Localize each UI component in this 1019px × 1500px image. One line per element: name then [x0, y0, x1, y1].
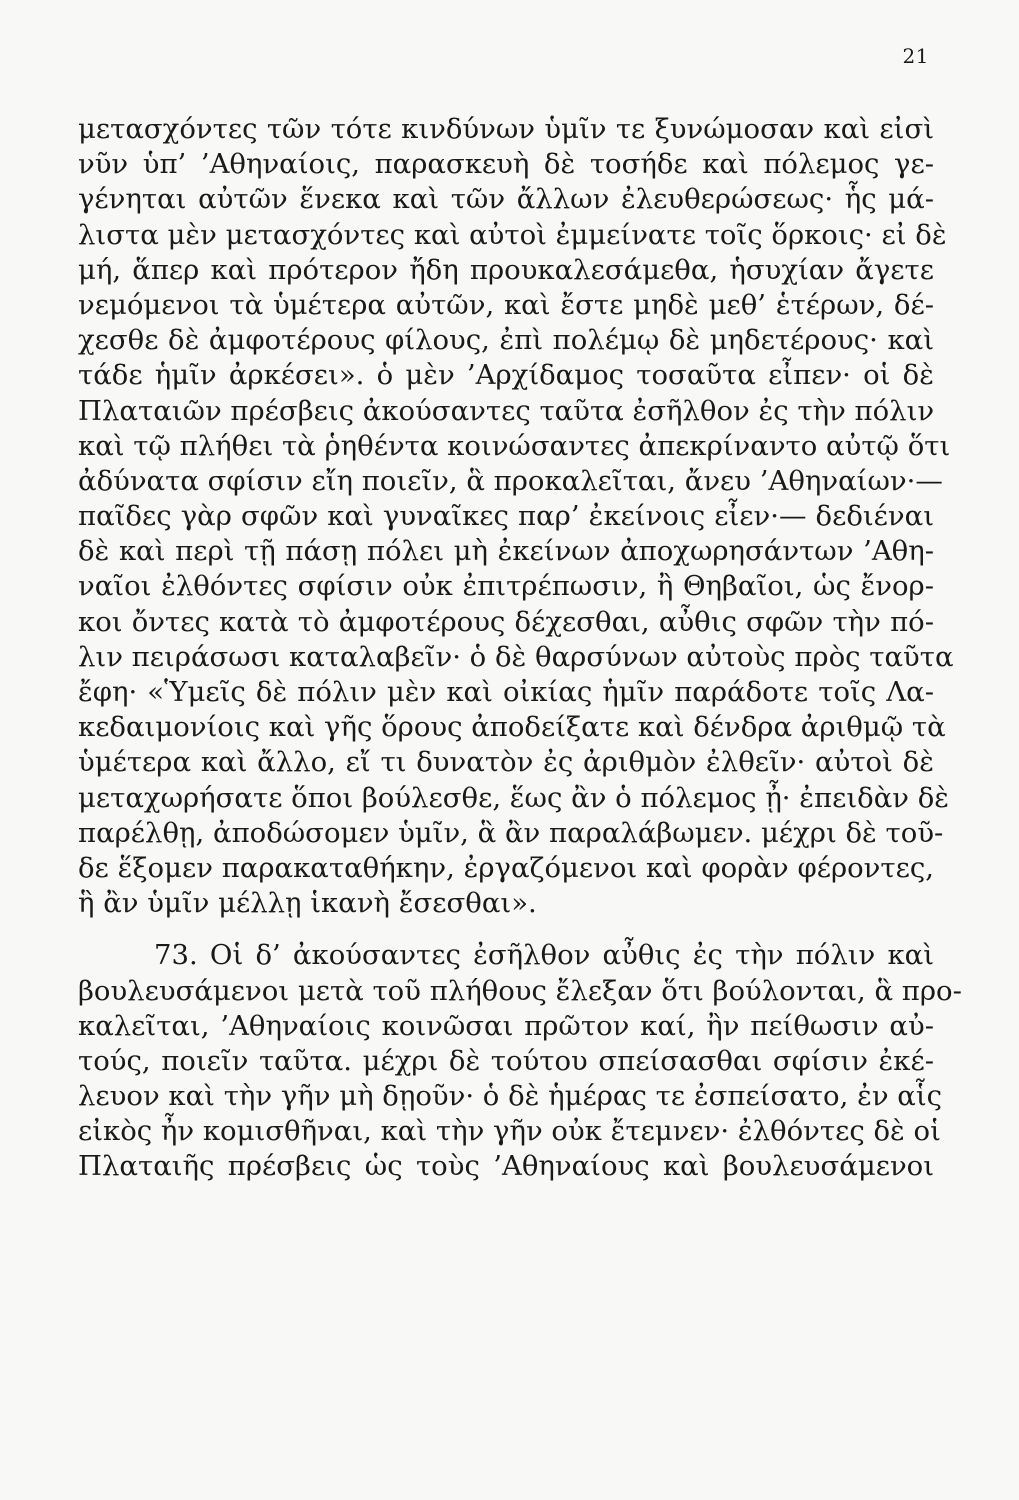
text-line: τούς, ποιεῖν ταῦτα. μέχρι δὲ τούτου σπείσασθαι σφίσιν ἐκέ-	[78, 1044, 934, 1077]
text-line: 73. Οἱ δ’ ἀκούσαντες ἐσῆλθον αὖθις ἐς τὴν πόλιν καὶ	[154, 939, 934, 972]
text-line: ἣ ἂν ὑμῖν μέλλῃ ἱκανὴ ἔσεσθαι».	[78, 887, 537, 920]
page-number: 21	[902, 44, 929, 68]
body-text	[78, 112, 962, 1185]
text-line: νῦν ὑπ’ ’Αθηναίοις, παρασκευὴ δὲ τοσήδε καὶ πόλεμος γε-	[78, 148, 934, 181]
text-line: γένηται αὐτῶν ἕνεκα καὶ τῶν ἄλλων ἐλευθερώσεως· ἧς μά-	[78, 183, 934, 216]
text-line: λιστα μὲν μετασχόντες καὶ αὐτοὶ ἐμμείνατε τοῖς ὅρκοις· εἰ δὲ	[78, 218, 947, 251]
text-line: μεταχωρήσατε ὅποι βούλεσθε, ἕως ἂν ὁ πόλεμος ᾖ· ἐπειδὰν δὲ	[78, 781, 950, 814]
text-line: ἀδύνατα σφίσιν εἴη ποιεῖν, ἃ προκαλεῖται, ἄνευ ’Αθηναίων·—	[78, 464, 943, 497]
text-line: μετασχόντες τῶν τότε κινδύνων ὑμῖν τε ξυνώμοσαν καὶ εἰσὶ	[78, 113, 934, 145]
text-line: χεσθε δὲ ἀμφοτέρους φίλους, ἐπὶ πολέμῳ δὲ μηδετέρους· καὶ	[78, 324, 934, 357]
text-line: κοι ὄντες κατὰ τὸ ἀμφοτέρους δέχεσθαι, αὖθις σφῶν τὴν πό-	[78, 605, 934, 638]
text-line: ναῖοι ἐλθόντες σφίσιν οὐκ ἐπιτρέπωσιν, ἢ Θηβαῖοι, ὡς ἔνορ-	[78, 570, 934, 603]
text-line: τάδε ἡμῖν ἀρκέσει». ὁ μὲν ’Αρχίδαμος τοσαῦτα εἶπεν· οἱ δὲ	[78, 359, 934, 392]
text-line: παρέλθῃ, ἀποδώσομεν ὑμῖν, ἃ ἂν παραλάβωμεν. μέχρι δὲ τοῦ-	[78, 816, 944, 849]
text-line: λευον καὶ τὴν γῆν μὴ δῃοῦν· ὁ δὲ ἡμέρας τε ἐσπείσατο, ἐν αἷς	[78, 1080, 943, 1113]
text-line: δὲ καὶ περὶ τῇ πάσῃ πόλει μὴ ἐκείνων ἀποχωρησάντων ’Αθη-	[78, 535, 934, 568]
text-line: δε ἕξομεν παρακαταθήκην, ἐργαζόμενοι καὶ φορὰν φέροντες,	[78, 851, 934, 884]
text-line: καλεῖται, ’Αθηναίοις κοινῶσαι πρῶτον καί, ἢν πείθωσιν αὐ-	[78, 1009, 934, 1042]
text-line: νεμόμενοι τὰ ὑμέτερα αὐτῶν, καὶ ἔστε μηδὲ μεθ’ ἑτέρων, δέ-	[78, 288, 934, 321]
paragraph	[78, 938, 962, 1184]
text-line: μή, ἅπερ καὶ πρότερον ἤδη προυκαλεσάμεθα, ἡσυχίαν ἄγετε	[78, 253, 934, 286]
text-line: ὑμέτερα καὶ ἄλλο, εἴ τι δυνατὸν ἐς ἀριθμὸν ἐλθεῖν· αὐτοὶ δὲ	[78, 746, 934, 779]
text-line: παῖδες γὰρ σφῶν καὶ γυναῖκες παρ’ ἐκείνοις εἶεν·— δεδιέναι	[78, 500, 934, 533]
text-line: κεδαιμονίοις καὶ γῆς ὅρους ἀποδείξατε καὶ δένδρα ἀριθμῷ τὰ	[78, 711, 946, 744]
text-line: λιν πειράσωσι καταλαβεῖν· ὁ δὲ θαρσύνων αὐτοὺς πρὸς ταῦτα	[78, 640, 954, 673]
paragraph-gap	[78, 921, 934, 938]
text-line: ἔφη· «Ὑμεῖς δὲ πόλιν μὲν καὶ οἰκίας ἡμῖν παράδοτε τοῖς Λα-	[78, 676, 934, 708]
text-line: καὶ τῷ πλήθει τὰ ῥηθέντα κοινώσαντες ἀπεκρίναντο αὐτῷ ὅτι	[78, 429, 951, 462]
text-line: Πλαταιῶν πρέσβεις ἀκούσαντες ταῦτα ἐσῆλθον ἐς τὴν πόλιν	[78, 394, 935, 427]
text-line: εἰκὸς ἦν κομισθῆναι, καὶ τὴν γῆν οὐκ ἔτεμνεν· ἐλθόντες δὲ οἱ	[78, 1115, 941, 1148]
paragraph	[78, 112, 954, 921]
text-line: Πλαταιῆς πρέσβεις ὡς τοὺς ’Αθηναίους καὶ βουλευσάμενοι	[78, 1150, 934, 1183]
text-line: βουλευσάμενοι μετὰ τοῦ πλήθους ἔλεξαν ὅτι βούλονται, ἃ προ-	[78, 974, 962, 1007]
